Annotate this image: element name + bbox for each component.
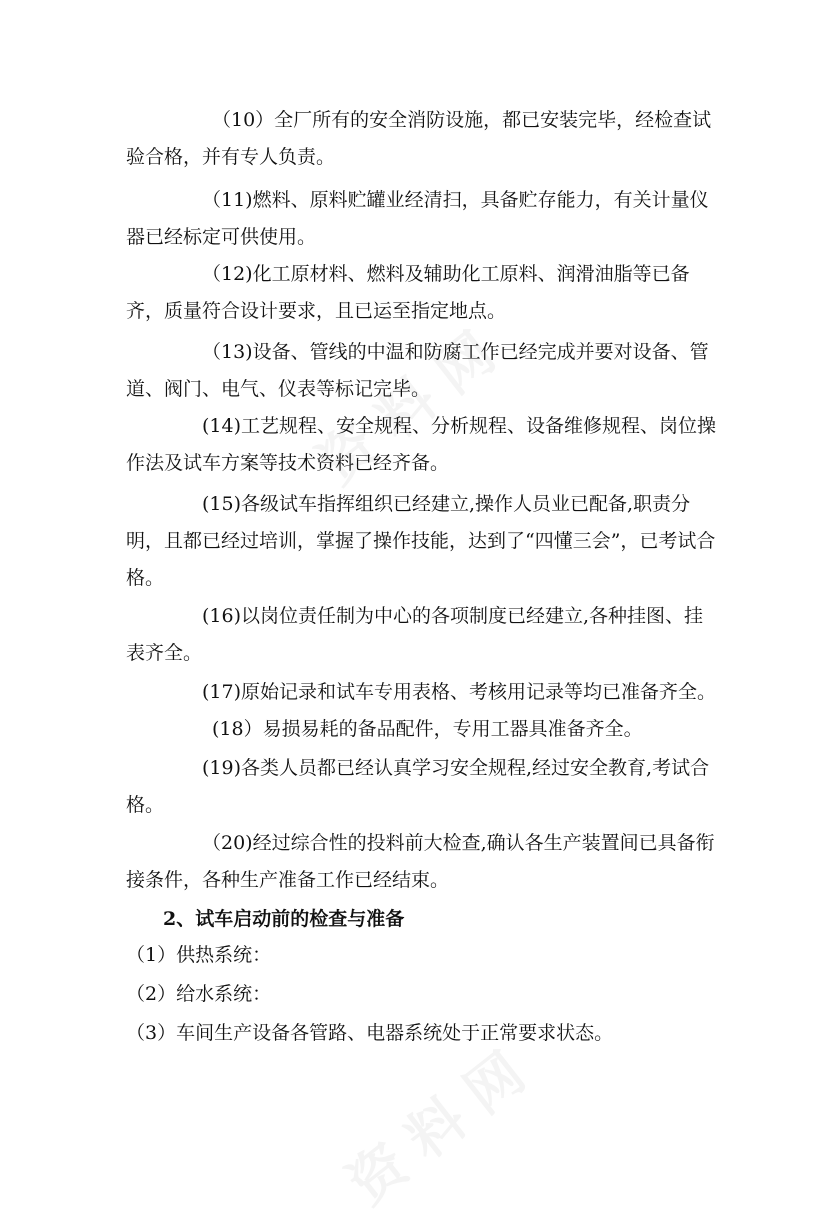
check-item: （3）车间生产设备各管路、电器系统处于正常要求状态。 <box>126 1022 614 1044</box>
paragraph-17: (17)原始记录和试车专用表格、考核用记录等均已准备齐全。 <box>202 681 717 703</box>
paragraph-12: （12)化工原材料、燃料及辅助化工原料、润滑油脂等已备齐，质量符合设计要求，且已运至指定地点。 <box>126 263 690 322</box>
paragraph-20: （20)经过综合性的投料前大检查,确认各生产装置间已具备衔接条件，各种生产准备工作已经结束。 <box>126 832 715 891</box>
check-item: （1）供热系统： <box>126 944 272 966</box>
paragraph-15: (15)各级试车指挥组织已经建立,操作人员业已配备,职责分明，且都已经过培训，掌握了操作技能，达到了“四懂三会”，已考试合格。 <box>126 493 716 589</box>
paragraph-14: (14)工艺规程、安全规程、分析规程、设备维修规程、岗位操作法及试车方案等技术资料已经齐备。 <box>126 415 717 474</box>
paragraph-19: (19)各类人员都已经认真学习安全规程,经过安全教育,考试合格。 <box>126 757 710 816</box>
paragraph-13: （13)设备、管线的中温和防腐工作已经完成并要对设备、管道、阀门、电气、仪表等标记完毕。 <box>126 341 709 400</box>
paragraph-10: （10）全厂所有的安全消防设施，都已安装完毕，经检查试验合格，并有专人负责。 <box>126 109 712 168</box>
section-heading: 2、试车启动前的检查与准备 <box>163 908 405 930</box>
paragraph-11: （11)燃料、原料贮罐业经清扫，具备贮存能力，有关计量仪器已经标定可供使用。 <box>126 189 709 248</box>
paragraph-18: (18）易损易耗的备品配件，专用工器具准备齐全。 <box>212 718 643 740</box>
watermark <box>329 1020 553 1220</box>
paragraph-16: (16)以岗位责任制为中心的各项制度已经建立,各种挂图、挂表齐全。 <box>126 605 704 664</box>
check-item: （2）给水系统： <box>126 983 272 1005</box>
